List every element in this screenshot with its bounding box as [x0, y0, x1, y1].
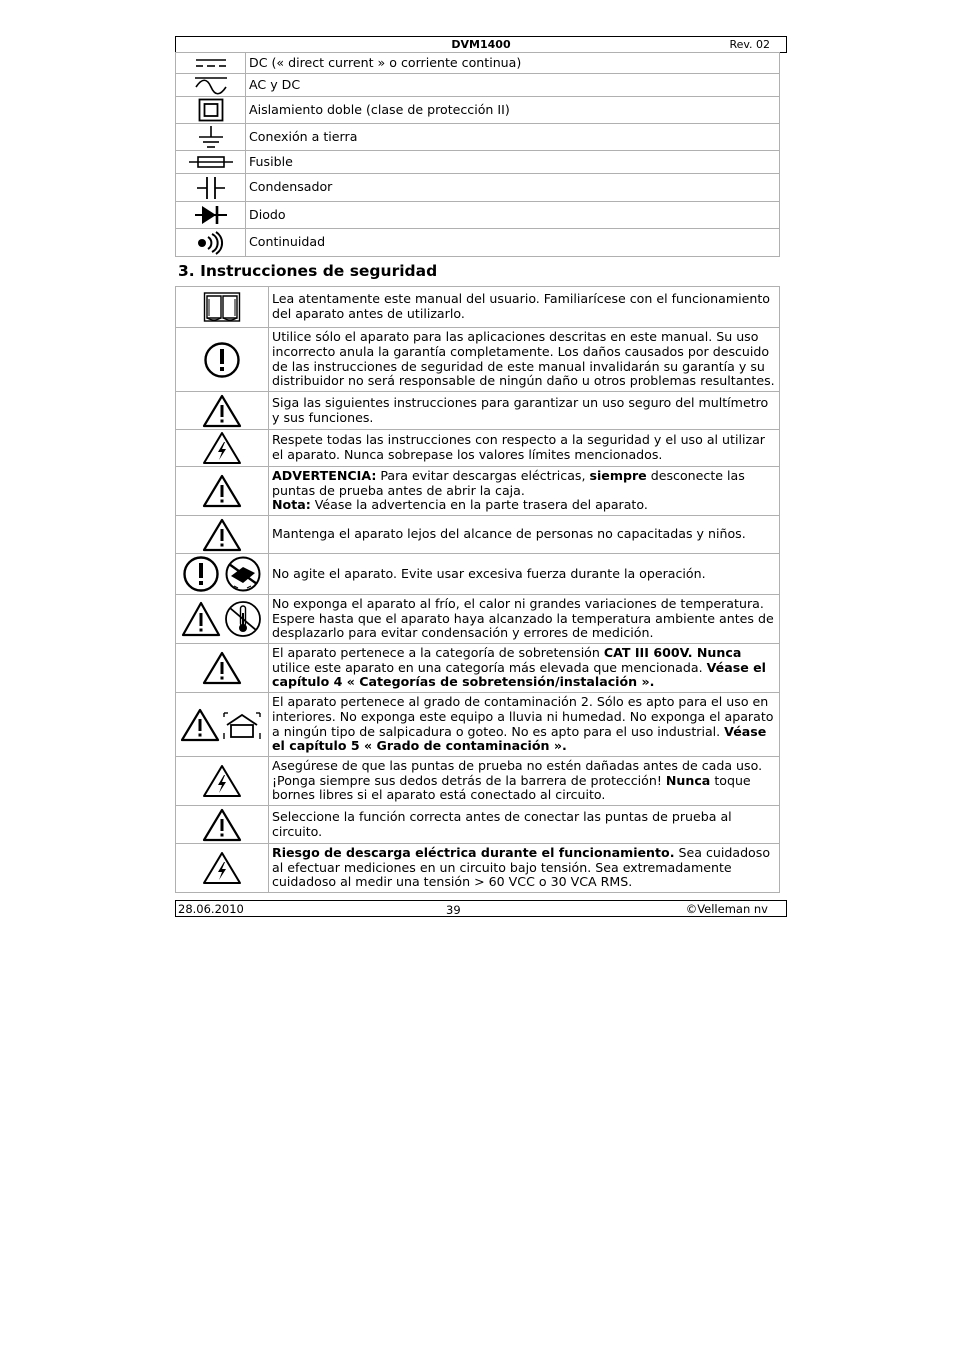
- ac-dc-icon: [193, 75, 229, 95]
- safety-text: No exponga el aparato al frío, el calor ni grandes variaciones de temperatura. Espere hasta que el aparato haya alcanzado la temperatura ambiente antes de desplazarlo para evitar condensación y errores de medición.: [272, 596, 774, 641]
- safety-text: Sea cuidadoso al efectuar mediciones en un circuito bajo tensión. Sea extremadamente cuidadoso al medir una tensión > 60 VCC o 30 VCA RMS.: [272, 845, 771, 890]
- footer-copyright: ©Velleman nv: [685, 902, 768, 916]
- diode-icon: [194, 204, 228, 226]
- symbol-label: Fusible: [246, 151, 780, 174]
- note-label: Nota:: [272, 497, 311, 513]
- safety-text: Asegúrese de que las puntas de prueba no estén dañadas antes de cada uso. ¡Ponga siempre sus dedos detrás de la barrera de protección!: [272, 758, 763, 788]
- safety-text: desconecte las puntas de prueba antes de abrir la caja.: [272, 468, 745, 498]
- safety-text: Lea atentamente este manual del usuario. Familiarícese con el funcionamiento del aparato antes de utilizarlo.: [272, 291, 770, 321]
- header-model: DVM1400: [451, 38, 511, 51]
- symbol-label: DC (« direct current » o corriente continua): [246, 53, 780, 74]
- symbol-label: Continuidad: [246, 229, 780, 257]
- table-row: [176, 229, 780, 257]
- symbol-table: [175, 52, 780, 257]
- table-row: [176, 124, 780, 151]
- safety-text: toque bornes libres si el aparato está conectado al circuito.: [272, 772, 751, 803]
- continuity-icon: [196, 231, 226, 255]
- table-row: [176, 516, 780, 554]
- page-header: [175, 36, 787, 53]
- ground-icon: [196, 125, 226, 149]
- page-number: 39: [446, 903, 461, 917]
- table-row: [176, 644, 780, 693]
- dc-icon: [193, 56, 229, 70]
- table-row: [176, 174, 780, 202]
- reference-text: Véase el capítulo 5 « Grado de contaminación ».: [272, 723, 767, 754]
- page-footer: [175, 900, 787, 917]
- table-row: [176, 806, 780, 844]
- table-row: [176, 151, 780, 174]
- table-row: [176, 757, 780, 806]
- warning-triangle-icon: [202, 518, 242, 552]
- safety-table: [175, 286, 780, 893]
- warning-label: Riesgo de descarga eléctrica durante el funcionamiento.: [272, 845, 675, 861]
- table-row: [176, 430, 780, 467]
- symbol-label: Conexión a tierra: [246, 124, 780, 151]
- symbol-label: AC y DC: [246, 74, 780, 97]
- symbol-label: Aislamiento doble (clase de protección II): [246, 97, 780, 124]
- section-title: 3. Instrucciones de seguridad: [178, 262, 438, 280]
- safety-text: utilice este aparato en una categoría más elevada que mencionada.: [272, 659, 707, 675]
- electric-shock-warning-icon: [202, 431, 242, 465]
- double-insulation-icon: [198, 98, 224, 122]
- warning-triangle-icon: [202, 474, 242, 508]
- warning-triangle-icon: [202, 651, 242, 685]
- symbol-label: Diodo: [246, 202, 780, 229]
- indoor-use-warning-icon: [181, 707, 263, 743]
- safety-text: Seleccione la función correcta antes de conectar las puntas de prueba al circuito.: [272, 808, 732, 839]
- emphasis-text: siempre: [589, 468, 647, 484]
- safety-text: Respete todas las instrucciones con respecto a la seguridad y el uso al utilizar el aparato. Nunca sobrepase los valores límites mencionados.: [272, 432, 765, 462]
- safety-text: Utilice sólo el aparato para las aplicaciones descritas en este manual. Su uso incorrecto anula la garantía completamente. Los daños causados por descuido de las instrucciones de seguridad de este manual invalidarán su garantía y su distribuidor no será responsable de ningún daño u otros problemas resultantes.: [272, 329, 775, 389]
- manual-book-icon: [203, 291, 241, 323]
- table-row: [176, 467, 780, 516]
- table-row: [176, 595, 780, 644]
- do-not-shake-icon: [181, 555, 263, 593]
- safety-text: El aparato pertenece al grado de contaminación 2. Sólo es apto para el uso en interiores. No exponga este equipo a lluvia ni humedad. No exponga el aparato a ningún tipo de salpicadura o goteo. No es apto para el uso industrial.: [272, 694, 774, 739]
- table-row: [176, 74, 780, 97]
- capacitor-icon: [196, 176, 226, 200]
- safety-text: Véase la advertencia en la parte trasera del aparato.: [310, 497, 648, 513]
- electric-shock-warning-icon: [202, 851, 242, 885]
- fuse-icon: [188, 155, 234, 169]
- table-row: [176, 53, 780, 74]
- warning-label: ADVERTENCIA:: [272, 468, 377, 484]
- table-row: [176, 844, 780, 893]
- table-row: [176, 202, 780, 229]
- symbol-label: Condensador: [246, 174, 780, 202]
- table-row: [176, 328, 780, 392]
- temperature-warning-icon: [181, 600, 263, 638]
- footer-date: 28.06.2010: [178, 902, 244, 916]
- header-revision: Rev. 02: [729, 38, 770, 51]
- safety-text: Para evitar descargas eléctricas,: [376, 468, 590, 484]
- emphasis-text: CAT III 600V. Nunca: [603, 645, 742, 661]
- table-row: [176, 554, 780, 595]
- reference-text: Véase el capítulo 4 « Categorías de sobretensión/instalación ».: [272, 659, 766, 690]
- emphasis-text: Nunca: [665, 772, 711, 788]
- table-row: [176, 287, 780, 328]
- safety-text: No agite el aparato. Evite usar excesiva fuerza durante la operación.: [272, 565, 706, 581]
- warning-triangle-icon: [202, 808, 242, 842]
- safety-text: Siga las siguientes instrucciones para garantizar un uso seguro del multímetro y sus funciones.: [272, 394, 769, 425]
- warning-triangle-icon: [202, 394, 242, 428]
- table-row: [176, 97, 780, 124]
- table-row: [176, 392, 780, 430]
- caution-circle-icon: [203, 341, 241, 379]
- electric-shock-warning-icon: [202, 764, 242, 798]
- table-row: [176, 693, 780, 757]
- safety-text: Mantenga el aparato lejos del alcance de personas no capacitadas y niños.: [272, 526, 746, 542]
- safety-text: El aparato pertenece a la categoría de sobretensión: [272, 645, 604, 661]
